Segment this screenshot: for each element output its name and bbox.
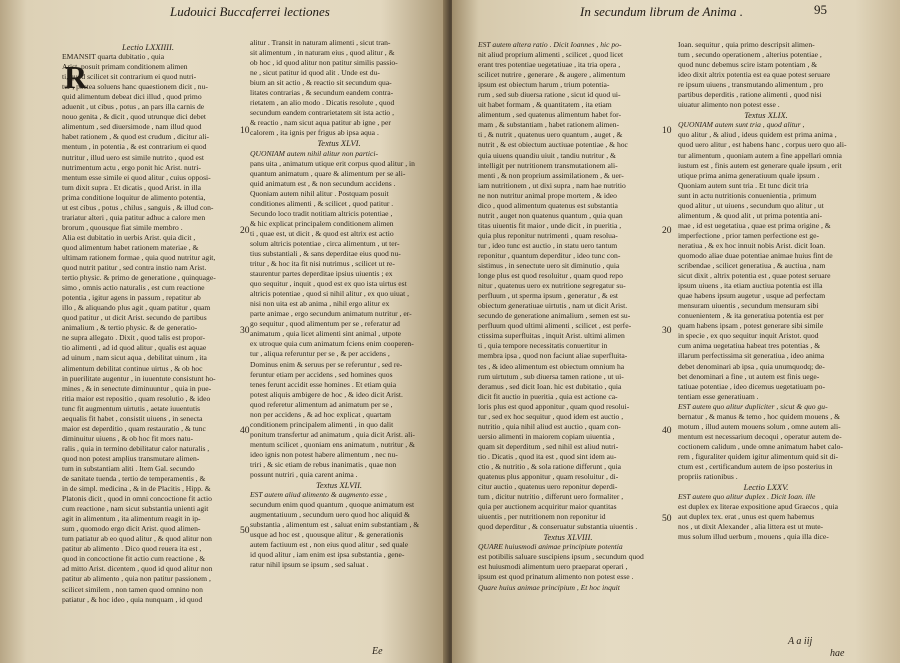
text-line: quatenus plus apponitur , quam resoluitur , di- (478, 472, 619, 482)
text-line: propriis rationibus . (678, 472, 738, 482)
text-line: quam sit deperditum , sed nihil est aliud nutri- (478, 441, 619, 451)
text-line: debet denominari ab ipsa , quia unumquodq; de- (678, 361, 825, 371)
text-line: nutrimentum actu , ergo ponit hic Arist. nutri- (62, 162, 201, 172)
text-line: mensuram uiuentis , secundum mensuram sibi (678, 301, 819, 311)
text-line: id quod alitur , iam enim est ipsa substantia , gene- (250, 550, 405, 560)
text-line: ti, quod scilicet sit contrarium ei quod nutri- (62, 72, 197, 82)
text-line: partibus deperditis , ratione alimenti , quod nisi (678, 90, 822, 100)
text-line: ne non nutritur animal prope mortem , & ideo (478, 190, 617, 200)
text-line: ideo dixit altrix potentia est ea quae potest seruare (678, 70, 831, 80)
text-line: mus solum illud uerbum , mouens , quia illa dice- (678, 532, 829, 542)
text-line: animatum , quia licet alimenti sint animal , utpote (250, 329, 401, 339)
text-line: brorum , quousque fiat simile membro . (62, 222, 183, 232)
text-line: nouo genita , & dicit , quod utrunque dici debet (62, 112, 207, 122)
text-line: tum patiatur ab eo quod alitur , & quod alitur non (62, 534, 212, 544)
text-line: coctionem calidum , unde omne animatum habet calo- (678, 441, 843, 451)
text-line: usque ad hoc est , quousque alitur , & generationis (250, 530, 404, 540)
text-line: Textus XLVII. (315, 480, 363, 491)
text-line: patitur ab alimento , quia non patitur passionem , (62, 574, 211, 584)
text-line: in puerilitate augentur , in iuuentute consistunt ho- (62, 373, 216, 383)
text-line: nutritur , illud uero est simile nutrito , quod est (62, 152, 204, 162)
text-line: dicit fit auctio in pueritia , quia est actione ca- (478, 391, 618, 401)
text-line: ctio , & nutritio , & sola ratione differunt , quia (478, 461, 622, 471)
line-number: 10 (662, 126, 672, 136)
text-line: EST autem aliud alimento & augmento esse , (250, 490, 387, 500)
text-line: obiectum generatiuae uirtutis , nam ut dicit Arist. (478, 301, 628, 311)
text-line: Arist. posuit primam conditionem alimen (62, 62, 188, 72)
text-line: EST autem quo alitur duplex . Dicit Ioan. ille (678, 492, 816, 502)
text-line: tum , secundo operationem , alterius potentiae , (678, 50, 822, 60)
text-line: solum altricis potentiae , circa alimentum , ut ter- (250, 238, 400, 248)
text-line: non per accidens , & ad hoc explicat , quartam (250, 409, 392, 419)
text-line: illo , & aliquando plus agit , quam patitur , quam (62, 303, 211, 313)
text-line: Textus XLVI. (317, 138, 361, 149)
signature-mark: A a iij (788, 636, 813, 647)
text-line: prima conditione loquitur de alimento potentia, (62, 192, 206, 202)
running-header-right: In secundum librum de Anima . (580, 4, 743, 19)
text-line: mentum esse simile ei quod alitur , cuius opposi- (62, 172, 211, 182)
text-line: bernatur , & manus & temo , hoc quidem mouens , & (678, 411, 840, 421)
text-line: patitur ab alimento . Dico quod reuera ita est , (62, 544, 202, 554)
text-line: Lectio LXXV. (743, 482, 789, 493)
text-line: tius substantiali , & sans deperditae eius quod nu- (250, 248, 401, 258)
text-line: ut est cibus , potus , chilus , sanguis , & illud con- (62, 202, 214, 212)
text-line: tur , ideo tunc est auctio , in statu uero tantum (478, 240, 618, 250)
text-line: ratur nihil ipsum se ipsum , sed saluat . (250, 560, 369, 570)
text-line: utique prima anima generatiuum quale ipsum . (678, 170, 820, 180)
text-line: rum uirtutum , sub diuersa tamen ratione , ut ui- (478, 371, 624, 381)
text-line: agit in alimentum , ita alimentum reagit in ip- (62, 514, 201, 524)
text-line: ad mitto Arist. dicentem , quod id quod alitur non (62, 564, 213, 574)
text-line: aequalis fit habet , consistit uiuens , in senecta (62, 413, 203, 423)
text-line: uiuatur alimento non potest esse . (678, 100, 780, 110)
text-line: Dominus enim & seruus per se referuntur , sed re- (250, 359, 403, 369)
text-line: dico , quod alimentum quatenus est substantia (478, 200, 618, 210)
text-line: triri , & sic etiam de rebus inanimatis , quae non (250, 459, 397, 469)
text-line: uersio alimenti in maiorem copiam uiuentia , (478, 431, 615, 441)
text-line: QUONIAM autem sunt tria , quod alitur , (678, 120, 805, 130)
text-line: aut duplex tex. erat , unus est quem habemus (678, 512, 815, 522)
text-line: quid animatum est , & non secundum accidens . (250, 178, 396, 188)
text-line: tertio physic. & primo de generatione , quinquage- (62, 273, 216, 283)
text-line: mam , & substantiam , habet rationem alimen- (478, 120, 620, 130)
text-line: mines , & in senectute diminuuntur , quia in pue- (62, 383, 212, 393)
text-line: de sanitate tuenda , tertio de temperamentis , & (62, 474, 206, 484)
text-line: ad uinum , nam sicut aqua , debilitat uinum , ita (62, 353, 207, 363)
text-line: scilicet similem , non tamen quod omnino non (62, 584, 203, 594)
text-line: tunc fit augmentum uirtutis , aetate iuuentutis (62, 403, 201, 413)
text-line: in de simpl. medicina , & in de Placitis , Hipp. & (62, 484, 211, 494)
text-line: QUONIAM autem nihil alitur non partici- (250, 148, 379, 158)
text-line: perfluum quod ultimi alimenti , scilicet , est perfe- (478, 321, 632, 331)
text-line: ipsum est obiectum harum , trium potentia- (478, 80, 610, 90)
text-line: rum , sed sub diuersa ratione , sicut id quod ui- (478, 90, 621, 100)
text-line: sistimus , in senectute uero sit diminutio , quia (478, 261, 620, 271)
folio-number: 95 (814, 2, 827, 17)
text-line: possunt nutriri , quia carent anima . (250, 470, 358, 480)
text-line: tur , aliqua referuntur per se , & per accidens , (250, 349, 390, 359)
text-line: quod deperditur , & conseruatur substantia uiuentis . (478, 522, 638, 532)
text-line: tenes ferunt accidit esse homines . Et etiam quia (250, 379, 397, 389)
line-number: 30 (662, 326, 672, 336)
text-line: QUARE huiusmodi animae principium potentia (478, 542, 623, 552)
text-line: Lectio LXXIIII. (122, 42, 174, 52)
text-line: sit alimentum , in naturam eius , quod alitur , & (250, 48, 395, 58)
text-line: ex utroque quia cum animatum fciens enim cooperen- (250, 339, 414, 349)
text-line: patiatur , & hoc ideo , quia nunquam , id quod (62, 594, 203, 604)
text-line: quod non potest amplius transmutare alimen- (62, 453, 200, 463)
left-column-2 (250, 38, 428, 650)
text-line: quam habens ipsam , potest generare sibi simile (678, 321, 824, 331)
text-line: quod referetur alimentum ad animatum per se , (250, 399, 393, 409)
text-line: Ioan. sequitur , quia primo descripsit alimen- (678, 40, 815, 49)
text-line: nit aliud proprium alimenti , scilicet , quod licet (478, 50, 624, 60)
catchword: hae (830, 648, 845, 659)
text-line: conditionem principalem alimenti , in quo dalit (250, 419, 394, 429)
text-line: quod alimentum habet rationem materiae , & (62, 242, 199, 252)
text-line: litates contrarias , & secundum eandem contra- (250, 88, 394, 98)
text-line: nos , ut dixit Alexander , alia littera est ut mute- (678, 522, 824, 532)
text-line: Textus XLVIII. (543, 532, 593, 543)
text-line: go sequitur , quod alimentum per se , referatur ad (250, 319, 400, 329)
text-line: tum dixit supra . Et dicatis , quod Arist. in illa (62, 182, 201, 192)
text-line: est potibilis saluare suscipiens ipsum , secundum quod (478, 552, 644, 562)
text-line: ne supra allegato . Dixit , quod talis est propor- (62, 333, 206, 343)
text-line: tur alimentum , quoniam autem a fine appellari omnia (678, 150, 842, 160)
text-line: Quoniam autem sunt tria . Et tunc dicit tria (678, 180, 809, 190)
text-line: tum in substantiam aliti . Item Gal. secundo (62, 463, 195, 473)
line-number: 10 (240, 126, 250, 136)
text-line: & reactio , nam sicut aqua patitur ab igne , per (250, 118, 391, 128)
text-line: perfluum , ut sperma ipsum , generatur , & est (478, 291, 619, 301)
text-line: ultimam rationem formae , quia quod nutritur agit, (62, 252, 216, 262)
text-line: in specie , ex quo sequitur inquit Aristot. quod (678, 331, 819, 341)
text-line: secundo de generatione animalium , semen est su- (478, 311, 631, 321)
line-number: 30 (240, 326, 250, 336)
text-line: parte animae , ergo secundum animatum nutritur , er- (250, 309, 412, 319)
text-line: intelligit per nutritionem transmutationem ali- (478, 160, 618, 170)
left-column-1 (62, 42, 234, 654)
text-line: ctissima superfluitas , inquit Arist. ultimi alimen (478, 331, 625, 341)
text-line: loris plus est quod apponitur , quam quod resolui- (478, 401, 630, 411)
text-line: sunt in actu nutritionis conuenientia , primum (678, 190, 817, 200)
text-line: ne , sicut patitur id quod alit . Unde est du- (250, 68, 380, 78)
text-line: Platonis dicit , quod in omni concoctione fit actio (62, 494, 212, 504)
text-line: habet rationem , & quod est crudum , dicitur ali- (62, 132, 209, 142)
text-line: alimentum , sed diuersimode , nam illud quod (62, 122, 202, 132)
text-line: quod alitur , ut uiuens , secundum quo alitur , ut (678, 200, 824, 210)
text-line: ob hoc , id quod alitur non patitur similis passio- (250, 58, 398, 68)
text-line: mentum est necessarium decoqui , operatur autem de- (678, 431, 842, 441)
text-line: menti , & non proprium assimilationem , & uer- (478, 170, 624, 180)
text-line: alimentum debilitat continue uirtus , & ob hoc (62, 363, 203, 373)
line-number: 40 (240, 426, 250, 436)
text-line: quod uero alitur , est habens hanc , corpus uero quo ali- (678, 140, 847, 150)
text-line: quod nutrit patitur , sed contra instio nam Arist. (62, 263, 207, 273)
text-line: quod patitur , ut dicit Arist. secundo de partibus (62, 313, 207, 323)
right-page (452, 0, 900, 663)
text-line: conditiones alimenti , & scilicet , quod patitur . (250, 198, 394, 208)
line-number: 50 (240, 526, 250, 536)
text-line: erant tres potentiae uegetatiuae , ita tria opera , (478, 60, 621, 70)
text-line: quod nunc debemus scire istam potentiam , & (678, 60, 818, 70)
text-line: Alia est dubitatio in uerbis Arist. quia dicit , (62, 232, 196, 242)
text-line: nisi non uita est ab anima , nihil ergo alitur ex (250, 299, 390, 309)
text-line: calorem , ita ignis per frigus ab ipsa aqua . (250, 128, 379, 138)
text-line: titas uiuentis fit maior , unde dicit , in pueritia , (478, 220, 622, 230)
text-line: tio alimenti , ad id quod alitur , qualis est aquae (62, 343, 207, 353)
text-line: deramus , sed dicit Ioan. hic est dubitatio , quia (478, 381, 622, 391)
text-line: Quoniam autem nihil alitur . Postquam posuit (250, 188, 389, 198)
right-column-2 (678, 40, 854, 652)
text-line: membra ipsa , quod non faciunt aliae superfluita- (478, 351, 628, 361)
text-line: secundum eandem contrarietatem sit ista actio , (250, 108, 395, 118)
text-line: EMANSIT quarta dubitatio , quia (62, 52, 165, 62)
text-line: quod in concoctione fit actio cum reactione , & (62, 554, 206, 564)
text-line: uit habet formam , & quantitatem , ita etiam (478, 100, 612, 110)
text-line: aduenit , ut cibus , potus , an pars illa carnis de (62, 102, 205, 112)
text-line: Textus XLIX. (744, 110, 788, 121)
text-line: ti , quia tempore necessitatis conuertitur in (478, 341, 608, 351)
text-line: tritur , & hoc ita fit nisi nutrimus , scilicet ut re- (250, 259, 395, 269)
text-line: nitur , quatenus uero ex nutritione segregatur su- (478, 281, 626, 291)
text-line: nutritio , quia nihil aliud est auctio , quam con- (478, 421, 621, 431)
text-line: quae habens ipsum augetur , usque ad perfectam (678, 291, 826, 301)
text-line: quantum animatum , quare & alimentum per se ali- (250, 168, 406, 178)
text-line: ipsum est quod prinatum alimento non potest esse . (478, 572, 634, 582)
text-line: cum anima uegetatiua habeat tres potentias , & (678, 341, 821, 351)
text-line: autem factiuum est , non eius quod alitur , sed quale (250, 540, 409, 550)
text-line: alimentum , & quod alit , ut prima potentia ani- (678, 210, 823, 220)
running-header-left: Ludouici Buccaferrei lectiones (170, 4, 330, 19)
text-line: alimentum , sed quatenus alimentum habet for- (478, 110, 622, 120)
text-line: Secundo loco tradit notitiam altricis potentiae , (250, 208, 393, 218)
text-line: scribendae , scilicet generatiua , & auctiua , nam (678, 261, 826, 271)
text-line: bet denominari a fine , ut autem est finis uege- (678, 371, 820, 381)
text-line: ti , quae est, ut dicit , & quod est altrix est actio (250, 228, 394, 238)
text-line: bium an sit actio , & reactio sit secundum qua- (250, 78, 392, 88)
text-line: iustum est , finis autem est generare quale ipsum , erit (678, 160, 842, 170)
text-line: ti , & nutrit , quatenus uero quantum , auget , & (478, 130, 623, 140)
text-line: tes , & ideo alimentum est obiectum omnium ha (478, 361, 625, 371)
text-line: mentum , in potentia , & est contrarium ei quod (62, 142, 207, 152)
text-line: EST autem altera ratio . Dicit Ioannes , hic po- (478, 40, 622, 49)
text-line: ritia maior est repositio , quam resolutio , & ideo (62, 393, 211, 403)
left-page (0, 0, 448, 663)
text-line: secundum enim quod quantum , quoque animatum est (250, 500, 415, 510)
text-line: simo , omnis actio naturalis , est cum reactione (62, 283, 205, 293)
text-line: nutrit , auget non quatenus quantum , quia quan (478, 210, 623, 220)
text-line: diminuitur uiuens , & ob hoc fit mors natu- (62, 433, 193, 443)
signature-mark: Ee (372, 646, 383, 657)
text-line: alitur . Transit in naturam alimenti , sicut tran- (250, 38, 391, 47)
text-line: altricis potentiae , quod si nihil alitur , ex quo uiuat , (250, 289, 410, 299)
text-line: animalium , & tertio physic. & de generatio- (62, 323, 198, 333)
text-line: scilicet nutrire , generare , & augere , alimentum (478, 70, 626, 80)
text-line: tio . Dicatis , quod ita est , quod sint idem au- (478, 451, 617, 461)
text-line: quid alimentum debeat dici illud , quod primo (62, 92, 202, 102)
text-line: tur , sed ex hoc sequitur , quod idem est auctio , (478, 411, 624, 421)
text-line: & hic explicat principalem conditionem alimen (250, 218, 394, 228)
text-line: potest aliquis ambigere de hoc , & ideo dicit Arist. (250, 389, 403, 399)
text-line: cum reactione , nam sicut substantia unienti agit (62, 504, 209, 514)
text-line: augmentatiuum , secundum uero quod hoc aliquid & (250, 510, 410, 520)
drop-cap: R (64, 59, 88, 95)
text-line: tentiam esse generatiuam . (678, 391, 759, 401)
text-line: longe plus est quod resoluitur , quam quod repo (478, 271, 623, 281)
text-line: quia per auctionem acquiritur maior quantitas (478, 502, 617, 512)
text-line: Quare huius animae principium , Et hoc inquit (478, 582, 620, 592)
text-line: ralis , quia in termino debilitatur calor naturalis , (62, 443, 210, 453)
text-line: rietatem , an alio modo . Dicatis resolute , quod (250, 98, 395, 108)
text-line: reponitur , quantum deperditur , ideo tunc con- (478, 250, 621, 260)
text-line: neratiua , & ex hoc innuit nobis Arist. dicit Ioan. (678, 240, 826, 250)
text-line: staurentur partes deperditae ipsius uiuentis ; ex (250, 269, 393, 279)
line-number: 40 (662, 426, 672, 436)
text-line: est duplex ex literae expositione apud Graecos , quia (678, 502, 839, 512)
text-line: iam nutritionem , ut dixi supra , nam hae nutritio (478, 180, 626, 190)
text-line: feruntur etiam per accidens , sed homines quos (250, 369, 393, 379)
text-line: tur , postea soluens hanc quaestionem dicit , nu- (62, 82, 208, 92)
text-line: re ipsum uiuens , transmutando alimentum , pro (678, 80, 824, 90)
text-line: conuenientem , & ita generatiua potentia est per (678, 311, 824, 321)
text-line: quia plus reponitur nutrimenti , quam resolua- (478, 230, 618, 240)
text-line: ctum est , certificandum autem de ipso posterius in (678, 461, 833, 471)
line-number: 50 (662, 514, 672, 524)
text-line: mae , id est uegetatiua , quae est prima origine , & (678, 220, 831, 230)
text-line: rem , figuraliter quidem igitur alimentum quid sit di- (678, 451, 839, 461)
text-line: maior est deperditio , quam restauratio , & tunc (62, 423, 206, 433)
text-line: substantia , alimentum est , saluat enim substantiam , & (250, 520, 420, 530)
text-line: mentum scilicet , quoniam ens animatum , nutritur , & (250, 439, 415, 449)
text-line: nutrit , & est obiectum auctiuae potentiae , & hoc (478, 140, 628, 150)
text-line: tum , dicitur nutritio , differunt uero formaliter , (478, 492, 624, 502)
text-line: sum , quomodo ergo dicit Arist. quod alimen- (62, 524, 201, 534)
text-line: quomodo aliae duae potentiae animae huius fint de (678, 250, 833, 260)
text-line: uiuentis , per nutritionem non reponitur id (478, 512, 606, 522)
text-line: ipsum uiuens , ita etiam auctiua potentia est illa (678, 281, 823, 291)
text-line: sicut dixit , altrix potentia est , quae potest seruare (678, 271, 831, 281)
right-column-1 (478, 40, 658, 652)
text-line: citur auctio , quatenus uero reponitur deperdi- (478, 482, 618, 492)
text-line: motum , illud autem mouens solum , omne autem ali- (678, 421, 841, 431)
text-line: trariatur alteri , quia patitur adhuc a calore men (62, 212, 206, 222)
text-line: potentia , igitur agens in passum , repatitur ab (62, 293, 201, 303)
text-line: quo alitur , & aliud , ideus quidem est prima anima , (678, 130, 837, 140)
text-line: tatiuae potentiae , ideo dicemus uegetatiuam po- (678, 381, 825, 391)
text-line: quo sequitur , inquit , quod est ex quo ista uirtus est (250, 279, 407, 289)
line-number: 20 (240, 226, 250, 236)
text-line: pans uita , animatum utique erit corpus quod alitur , in (250, 158, 415, 168)
text-line: imperfectione , prior tamen perfectione est ge- (678, 230, 820, 240)
text-line: quia uiuens quandiu uiuit , tandiu nutritur , & (478, 150, 616, 160)
line-number: 20 (662, 226, 672, 236)
text-line: est huiusmodi alimentum uero praeparat operari , (478, 562, 628, 572)
text-line: ponitum transfertur ad animatum , quia dicit Arist. ali- (250, 429, 415, 439)
text-line: illarum perfectissima sit generatiua , ideo anima (678, 351, 825, 361)
text-line: ideo ignis non potest habere alimentum , nec nu- (250, 449, 398, 459)
text-line: EST autem quo alitur dupliciter , sicut & quo gu- (678, 401, 828, 411)
